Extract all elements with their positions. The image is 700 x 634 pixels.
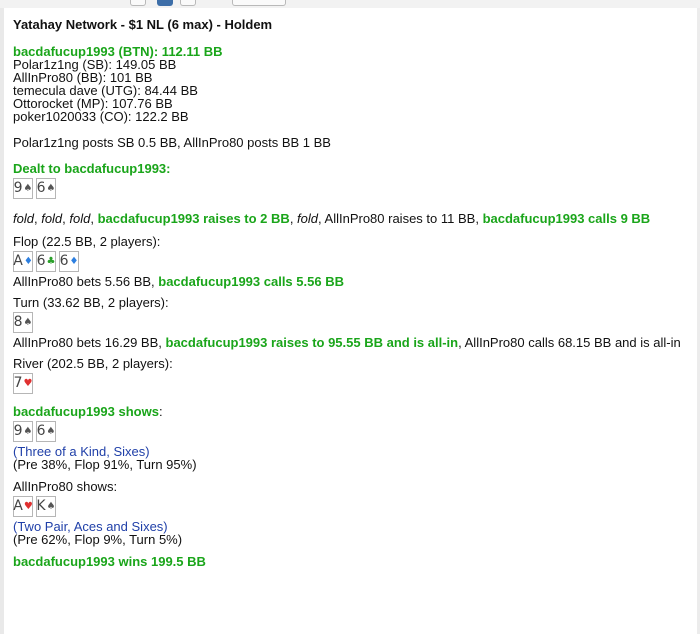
playing-card xyxy=(13,373,33,394)
playing-card xyxy=(36,496,56,517)
card-rank: 6 xyxy=(36,423,46,439)
playing-card xyxy=(13,421,33,442)
turn-cards xyxy=(13,312,693,334)
villain-shows-label: AllInPro80 shows: xyxy=(13,479,118,494)
diamond-suit-icon: ♦ xyxy=(69,256,79,267)
spade-suit-icon: ♠ xyxy=(23,426,33,437)
playing-card xyxy=(13,178,33,199)
seat-line: temecula dave (UTG): 84.44 BB xyxy=(13,83,198,98)
card-rank: 6 xyxy=(36,253,46,269)
spade-suit-icon: ♠ xyxy=(23,317,33,328)
top-toolbar-strip xyxy=(0,0,700,8)
hero-shown-cards xyxy=(13,421,693,443)
hand-history xyxy=(13,18,693,568)
result-line: bacdafucup1993 wins 199.5 BB xyxy=(13,554,206,569)
page-title: Yatahay Network - $1 NL (6 max) - Holdem xyxy=(13,17,273,32)
villain-bet: AllInPro80 bets 5.56 BB xyxy=(13,274,152,289)
villain-hand-description: (Two Pair, Aces and Sixes) xyxy=(13,519,168,534)
river-cards xyxy=(13,373,693,395)
flop-actions: AllInPro80 bets 5.56 BB, bacdafucup1993 calls 5.56 BB xyxy=(13,274,344,289)
villain-call: AllInPro80 calls 68.15 BB and is all-in xyxy=(464,335,681,350)
hero-shows-label: bacdafucup1993 shows xyxy=(13,404,159,419)
toolbar-button[interactable] xyxy=(130,0,146,6)
card-rank: 6 xyxy=(59,253,69,269)
card-rank: K xyxy=(36,498,46,514)
villain-bet: AllInPro80 bets 16.29 BB xyxy=(13,335,159,350)
turn-actions: AllInPro80 bets 16.29 BB, bacdafucup1993 raises to 95.55 BB and is all-in, AllInPro80 calls 68.15 BB and is all-in xyxy=(13,335,681,350)
flop-cards xyxy=(13,251,693,273)
toolbar-button[interactable] xyxy=(180,0,196,6)
river-label: River (202.5 BB, 2 players): xyxy=(13,356,173,371)
hero-allin: bacdafucup1993 raises to 95.55 BB and is all-in xyxy=(165,335,459,350)
hero-seat: bacdafucup1993 (BTN): 112.11 BB xyxy=(13,44,223,59)
heart-suit-icon: ♥ xyxy=(23,378,33,389)
hero-hand-description: (Three of a Kind, Sixes) xyxy=(13,444,150,459)
card-rank: 9 xyxy=(13,180,23,196)
hero-call: bacdafucup1993 calls 9 BB xyxy=(482,211,651,226)
hero-equity: (Pre 38%, Flop 91%, Turn 95%) xyxy=(13,457,197,472)
villain-equity: (Pre 62%, Flop 9%, Turn 5%) xyxy=(13,532,183,547)
playing-card xyxy=(36,251,56,272)
villain-shown-cards xyxy=(13,496,693,518)
dealt-label: Dealt to bacdafucup1993: xyxy=(13,161,171,176)
spade-suit-icon: ♠ xyxy=(46,501,56,512)
seat-line: AllInPro80 (BB): 101 BB xyxy=(13,70,153,85)
playing-card xyxy=(13,251,33,272)
left-border xyxy=(0,8,4,634)
card-rank: 7 xyxy=(13,375,23,391)
playing-card xyxy=(36,178,56,199)
fold-action: fold xyxy=(297,211,319,226)
playing-card xyxy=(13,496,33,517)
villain-raise: AllInPro80 raises to 11 BB xyxy=(324,211,476,226)
spade-suit-icon: ♠ xyxy=(23,183,33,194)
card-rank: 9 xyxy=(13,423,23,439)
seat-line: Ottorocket (MP): 107.76 BB xyxy=(13,96,173,111)
heart-suit-icon: ♥ xyxy=(23,501,33,512)
card-rank: A xyxy=(13,498,23,514)
preflop-actions: fold, fold, fold, bacdafucup1993 raises to 2 BB, fold, AllInPro80 raises to 11 BB, bacdafucup1993 calls 9 BB xyxy=(13,211,651,226)
blinds-line: Polar1z1ng posts SB 0.5 BB, AllInPro80 posts BB 1 BB xyxy=(13,135,331,150)
hero-raise: bacdafucup1993 raises to 2 BB xyxy=(97,211,290,226)
club-suit-icon: ♣ xyxy=(46,256,56,267)
hero-call: bacdafucup1993 calls 5.56 BB xyxy=(158,274,344,289)
fold-action: fold xyxy=(41,211,63,226)
diamond-suit-icon: ♦ xyxy=(23,256,33,267)
spade-suit-icon: ♠ xyxy=(46,183,56,194)
card-rank: A xyxy=(13,253,23,269)
spade-suit-icon: ♠ xyxy=(46,426,56,437)
playing-card xyxy=(36,421,56,442)
turn-label: Turn (33.62 BB, 2 players): xyxy=(13,295,169,310)
playing-card xyxy=(13,312,33,333)
playing-card xyxy=(59,251,79,272)
card-rank: 8 xyxy=(13,314,23,330)
hero-shows: bacdafucup1993 shows: xyxy=(13,404,163,419)
fold-action: fold xyxy=(69,211,91,226)
seat-line: poker1020033 (CO): 122.2 BB xyxy=(13,109,189,124)
flop-label: Flop (22.5 BB, 2 players): xyxy=(13,234,161,249)
toolbar-button-wide[interactable] xyxy=(232,0,286,6)
hole-cards xyxy=(13,178,693,200)
fold-action: fold xyxy=(13,211,34,226)
seat-line: Polar1z1ng (SB): 149.05 BB xyxy=(13,57,177,72)
card-rank: 6 xyxy=(36,180,46,196)
toolbar-button-active[interactable] xyxy=(157,0,173,6)
